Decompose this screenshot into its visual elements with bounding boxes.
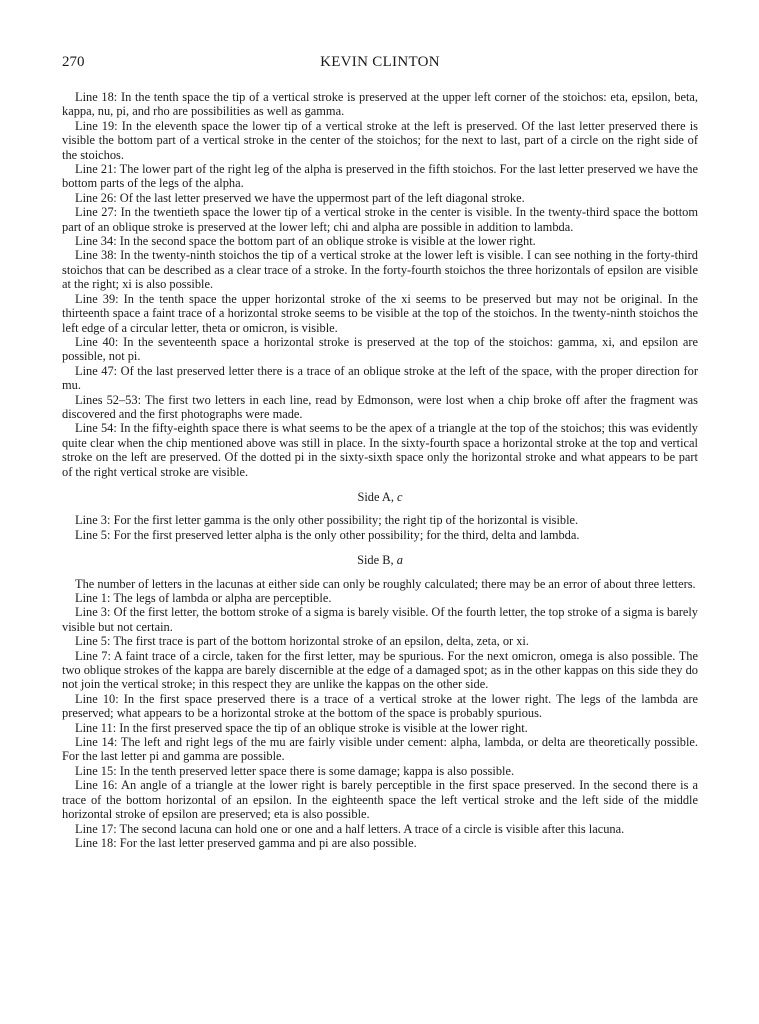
notes-side-a-b xyxy=(62,90,698,850)
page xyxy=(62,54,698,850)
note-line-18: Line 18: In the tenth space the tip of a vertical stroke is preserved at the upper left corner of the stoichos: eta, epsilon, beta, kappa, nu, pi, and rho are possibilities as well as gamma. xyxy=(62,90,698,119)
note-side-b-line-3: Line 3: Of the first letter, the bottom stroke of a sigma is barely visible. Of the fourth letter, the top stroke of a sigma is barely visible but not certain. xyxy=(62,605,698,634)
note-line-26: Line 26: Of the last letter preserved we have the uppermost part of the left diagonal stroke. xyxy=(75,190,525,205)
note-side-b-line-16: Line 16: An angle of a triangle at the lower right is barely perceptible in the first space preserved. In the second there is a trace of the bottom horizontal of an epsilon. In the eighteenth space the left vertical stroke and the left side of the middle horizontal stroke of epsilon are preserved; eta is also possible. xyxy=(62,778,698,822)
note-side-b-line-11: Line 11: In the first preserved space the tip of an oblique stroke is visible at the lower right. xyxy=(75,720,528,735)
note-line-47: Line 47: Of the last preserved letter there is a trace of an oblique stroke at the left of the space, with the proper direction for mu. xyxy=(62,363,698,393)
note-side-b-line-5: Line 5: The first trace is part of the bottom horizontal stroke of an epsilon, delta, zeta, or xi. xyxy=(75,634,529,649)
note-side-a-c-line-5: Line 5: For the first preserved letter alpha is the only other possibility; for the third, delta and lambda. xyxy=(75,527,580,542)
note-line-19: Line 19: In the eleventh space the lower tip of a vertical stroke at the left is preserved. Of the last letter preserved there is visible the bottom part of a vertical stroke in the center of the stoichos; for the next to last, part of a circle on the right side of the stoichos. xyxy=(62,118,698,162)
section-heading-side-b-a: Side B, a xyxy=(357,553,403,568)
note-line-34: Line 34: In the second space the bottom part of an oblique stroke is visible at the lower right. xyxy=(75,234,536,249)
page-header xyxy=(62,54,698,76)
note-line-39: Line 39: In the tenth space the upper horizontal stroke of the xi seems to be preserved but may not be original. In the thirteenth space a faint trace of a horizontal stroke seems to be visible at the top of the stoichos. In the twenty-ninth stoichos the left edge of a circular letter, theta or omicron, is visible. xyxy=(62,291,698,335)
note-side-b-line-18: Line 18: For the last letter preserved gamma and pi are also possible. xyxy=(75,835,417,850)
note-line-40: Line 40: In the seventeenth space a horizontal stroke is preserved at the top of the stoichos: gamma, xi, and epsilon are possible, not pi. xyxy=(62,334,698,364)
note-side-b-line-10: Line 10: In the first space preserved there is a trace of a vertical stroke at the lower right. The legs of the lambda are preserved; what appears to be a horizontal stroke at the bottom of the space is probably spurious. xyxy=(62,691,698,721)
section-heading-side-a-c: Side A, c xyxy=(357,489,403,504)
note-side-b-line-7: Line 7: A faint trace of a circle, taken for the first letter, may be spurious. For the next omicron, omega is also possible. The two oblique strokes of the kappa are barely discernible at the edge of a damaged spot; as in the other kappas on this side they do not join the vertical stroke; in this respect they are unlike the kappas on the other side. xyxy=(62,648,698,692)
page-number: 270 xyxy=(62,54,85,70)
note-side-b-line-17: Line 17: The second lacuna can hold one or one and a half letters. A trace of a circle is visible after this lacuna. xyxy=(75,821,625,836)
note-side-a-c-line-3: Line 3: For the first letter gamma is the only other possibility; the right tip of the horizontal is visible. xyxy=(75,513,579,528)
note-side-b-line-15: Line 15: In the tenth preserved letter space there is some damage; kappa is also possible. xyxy=(75,763,515,778)
running-head: KEVIN CLINTON xyxy=(320,54,440,70)
note-line-54: Line 54: In the fifty-eighth space there is what seems to be the apex of a triangle at the top of the stoichos; this was evidently quite clear when the chip mentioned above was still in place. In the sixty-fourth space a horizontal stroke at the top and vertical stroke on the left are preserved. Of the dotted pi in the sixty-sixth space only the horizontal stroke and what appears to be part of the right vertical stroke are visible. xyxy=(62,421,698,479)
note-line-27: Line 27: In the twentieth space the lower tip of a vertical stroke in the center is visible. In the twenty-third space the bottom part of an oblique stroke is preserved at the lower left; chi and alpha are possible in addition to lambda. xyxy=(62,205,698,234)
note-side-b-line-1: Line 1: The legs of lambda or alpha are perceptible. xyxy=(75,591,332,605)
note-line-38: Line 38: In the twenty-ninth stoichos the tip of a vertical stroke at the lower left is visible. I can see nothing in the forty-third stoichos that can be described as a clear trace of a stroke. In the forty-fourth stoichos the three horizontals of epsilon are visible at the right; xi is also possible. xyxy=(62,248,698,292)
side-b-a-intro: The number of letters in the lacunas at either side can only be roughly calculated; there may be an error of about three letters. xyxy=(75,576,696,591)
note-side-b-line-14: Line 14: The left and right legs of the mu are fairly visible under cement: alpha, lambda, or delta are theoretically possible. For the last letter pi and gamma are possible. xyxy=(62,735,699,764)
note-lines-52-53: Lines 52–53: The first two letters in each line, read by Edmonson, were lost when a chip broke off after the fragment was discovered and the first photographs were made. xyxy=(62,392,698,421)
note-line-21: Line 21: The lower part of the right leg of the alpha is preserved in the fifth stoichos. For the last letter preserved we have the bottom parts of the legs of the alpha. xyxy=(62,162,698,191)
